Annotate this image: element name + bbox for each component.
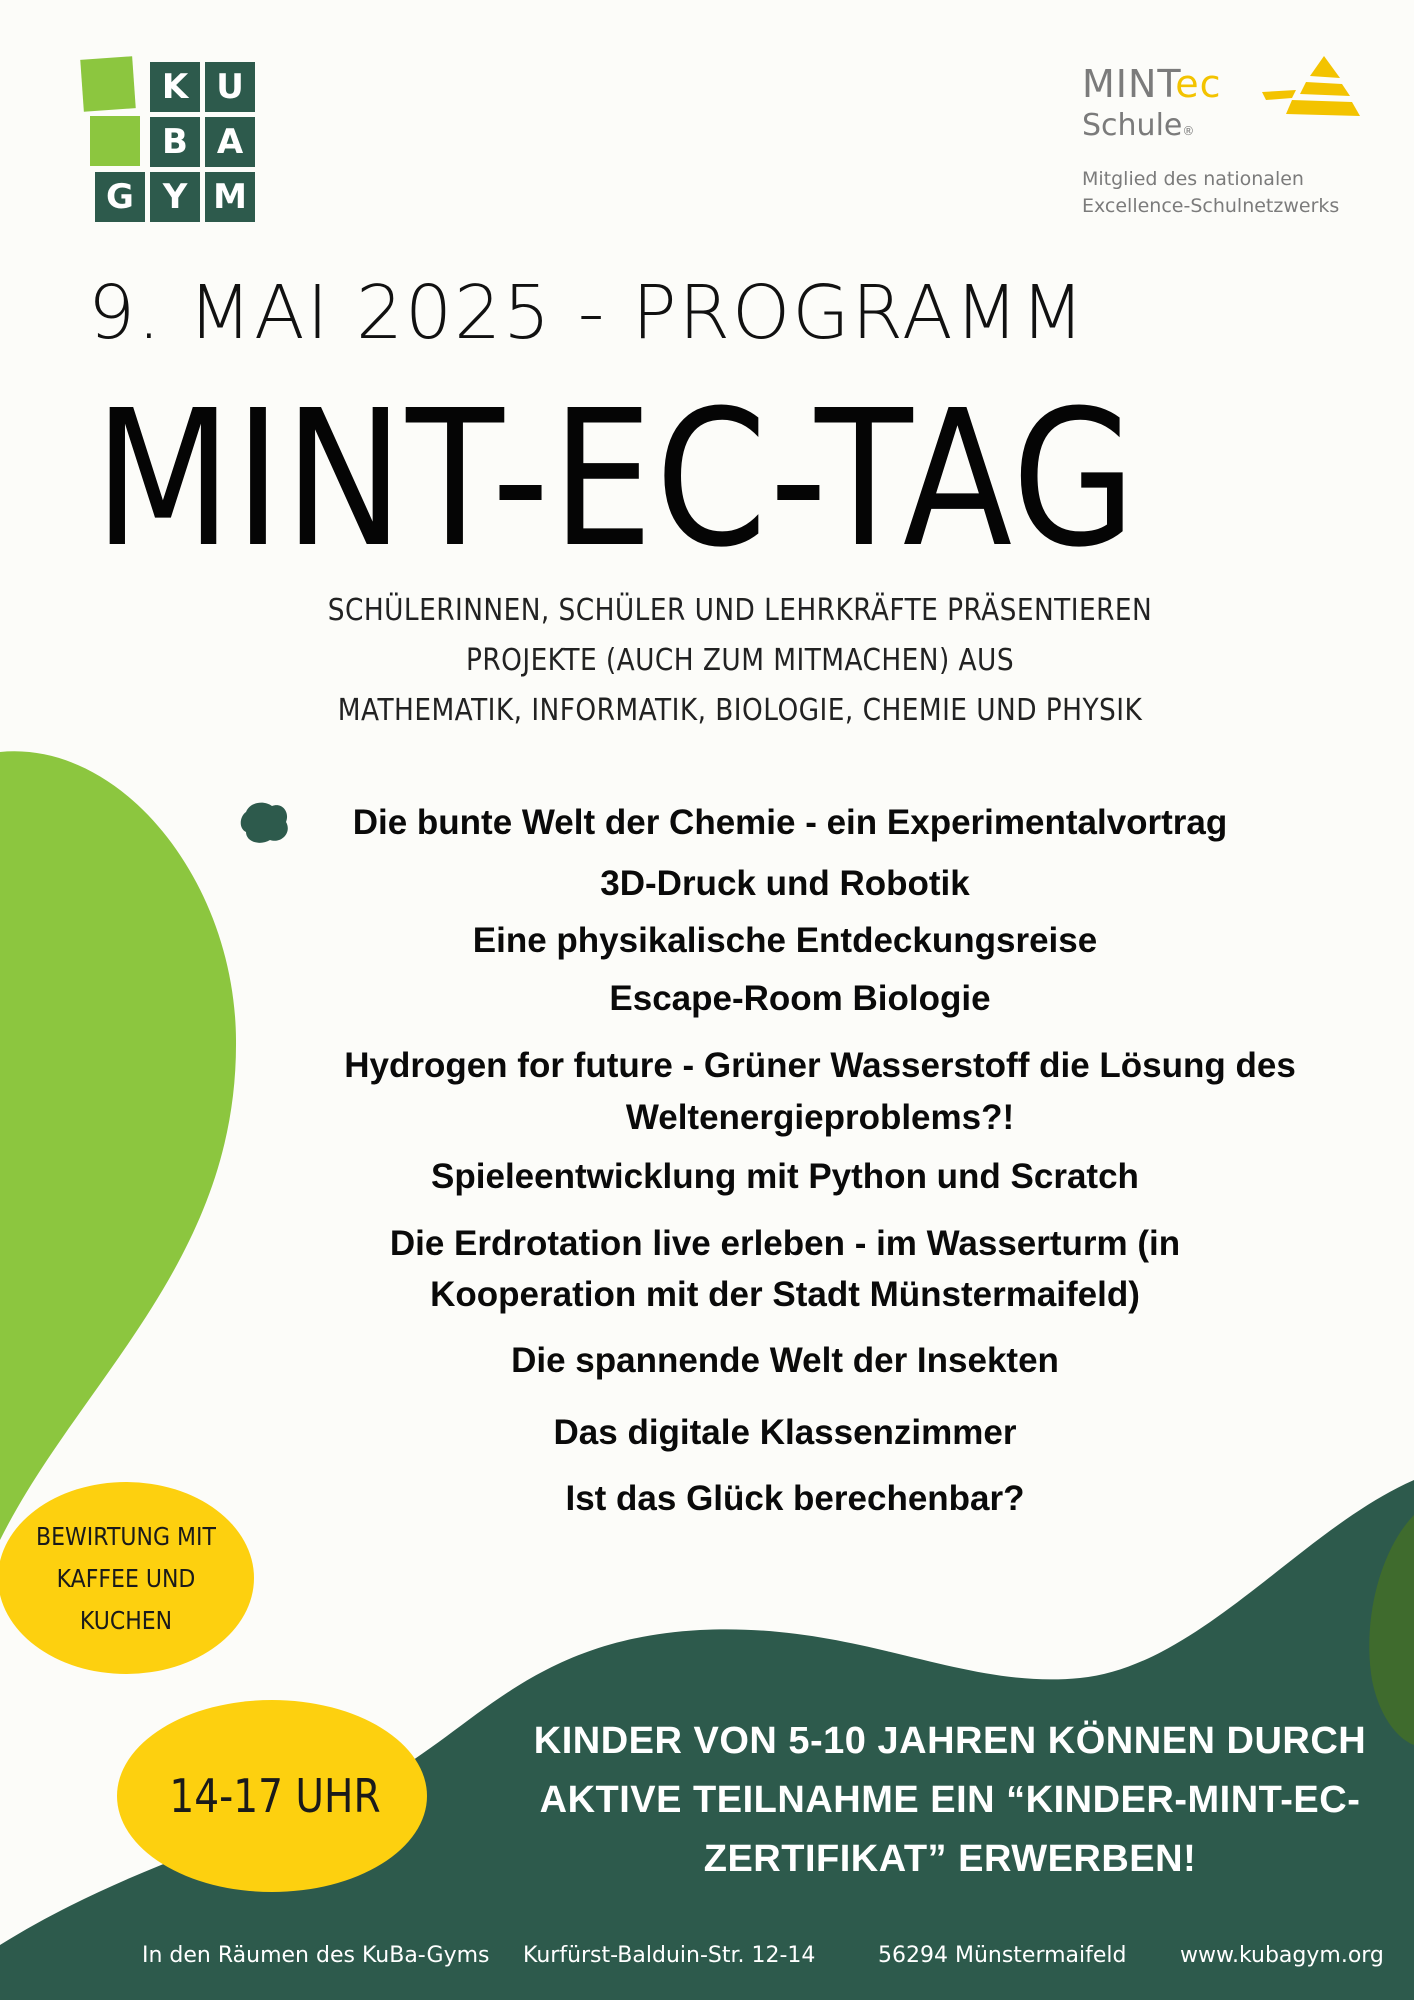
subtitle-line1: SCHÜLERINNEN, SCHÜLER UND LEHRKRÄFTE PRÄSENTIEREN [327, 593, 1153, 628]
footer-street: Kurfürst-Balduin-Str. 12-14 [523, 1943, 816, 1968]
kinder-line2: AKTIVE TEILNAHME EIN “KINDER-MINT-EC- [539, 1779, 1361, 1821]
program-item: Kooperation mit der Stadt Münstermaifeld) [430, 1275, 1140, 1314]
program-item: Weltenergieproblems?! [625, 1098, 1015, 1137]
mintec-wordmark [1082, 62, 1221, 106]
mintec-schule-text: Schule [1082, 108, 1183, 143]
catering-badge [20, 1516, 231, 1642]
footer-city: 56294 Münstermaifeld [878, 1943, 1127, 1968]
logo-letter-u: U [205, 62, 255, 112]
program-item: Spieleentwicklung mit Python und Scratch [431, 1157, 1139, 1196]
time-badge: 14-17 UHR [169, 1769, 381, 1823]
logo-letter-m: M [205, 172, 255, 222]
mintec-suffix: ec [1175, 62, 1222, 106]
logo-letter-b: B [150, 117, 200, 167]
kinder-line1: KINDER VON 5-10 JAHREN KÖNNEN DURCH [533, 1720, 1367, 1762]
kinder-line3: ZERTIFIKAT” ERWERBEN! [703, 1838, 1197, 1880]
mintec-pyramid-icon [1262, 56, 1362, 120]
logo-letter-g: G [95, 172, 145, 222]
kubagym-logo [92, 58, 257, 228]
mintec-tagline-line2: Excellence-Schulnetzwerks [1082, 195, 1340, 217]
program-item: Die Erdrotation live erleben - im Wasserturm (in [389, 1224, 1181, 1263]
kinder-certificate-info [510, 1712, 1390, 1889]
mintec-prefix: MINT [1082, 62, 1176, 106]
subtitle-line2: PROJEKTE (AUCH ZUM MITMACHEN) AUS [465, 643, 1015, 678]
catering-line2: KAFFEE UND [56, 1564, 196, 1593]
catering-line3: KUCHEN [79, 1606, 173, 1635]
program-item: Escape-Room Biologie [609, 979, 991, 1018]
catering-line1: BEWIRTUNG MIT [36, 1522, 216, 1551]
mintec-tagline-line1: Mitglied des nationalen [1082, 168, 1304, 190]
mintec-logo [1082, 62, 1352, 232]
logo-letter-y: Y [150, 172, 200, 222]
program-item: Die bunte Welt der Chemie - ein Experimentalvortrag [352, 803, 1228, 842]
logo-letter-a: A [205, 117, 255, 167]
program-item: Die spannende Welt der Insekten [511, 1341, 1059, 1380]
program-item: Das digitale Klassenzimmer [553, 1413, 1017, 1452]
logo-green-square-1 [80, 56, 136, 112]
mintec-tagline [1082, 166, 1339, 220]
program-item: Ist das Glück berechenbar? [565, 1479, 1025, 1518]
subtitle [309, 586, 1171, 736]
program-item: 3D-Druck und Robotik [600, 864, 970, 903]
mintec-registered: ® [1182, 124, 1195, 138]
program-item: Eine physikalische Entdeckungsreise [472, 921, 1098, 960]
logo-green-square-2 [90, 116, 140, 166]
green-left-blob [0, 751, 236, 1540]
footer-website[interactable]: www.kubagym.org [1180, 1943, 1384, 1968]
date-line: 9. MAI 2025 - PROGRAMM [88, 270, 1087, 356]
footer-location: In den Räumen des KuBa-Gyms [142, 1943, 490, 1968]
program-item: Hydrogen for future - Grüner Wasserstoff die Lösung des [344, 1046, 1296, 1085]
subtitle-line3: MATHEMATIK, INFORMATIK, BIOLOGIE, CHEMIE UND PHYSIK [337, 693, 1143, 728]
mintec-schule [1082, 108, 1194, 143]
logo-letter-k: K [150, 62, 200, 112]
page-title: MINT-EC-TAG [94, 370, 1139, 589]
